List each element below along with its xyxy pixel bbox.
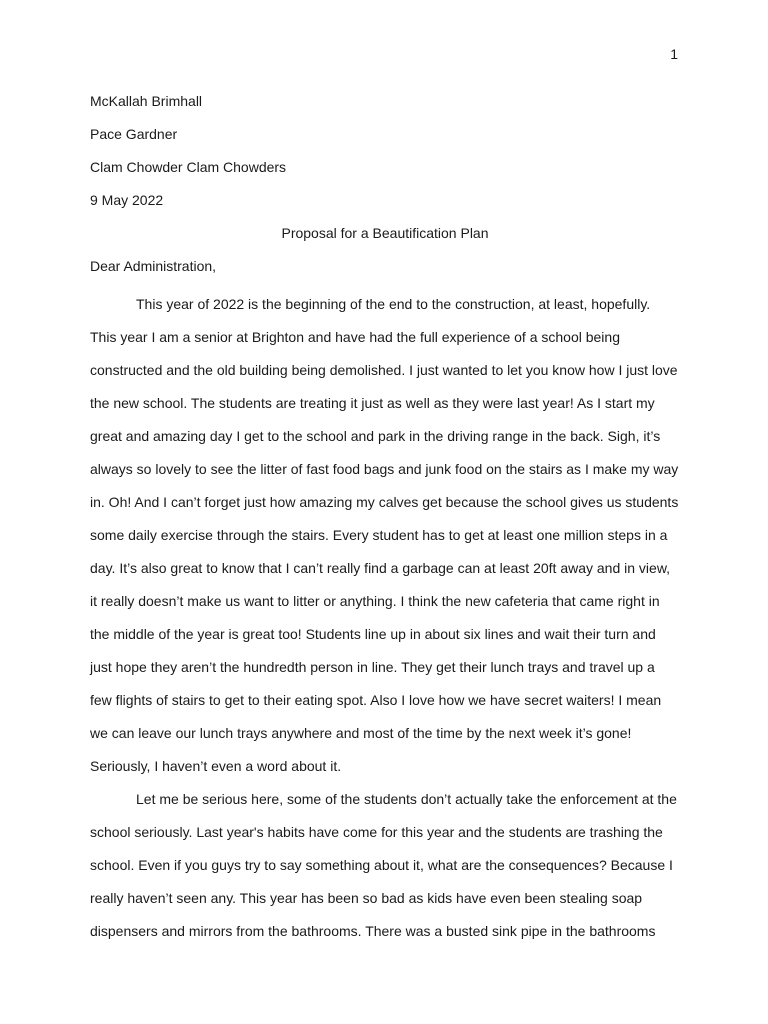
course-name: Clam Chowder Clam Chowders [90,159,287,175]
salutation: Dear Administration, [90,258,217,274]
document-body [90,90,680,948]
paragraph: Let me be serious here, some of the students don’t actually take the enforcement at the school seriously. Last year's habits have come for this year and the students are trashing the school. Even if you guys try to say something about it, what are the consequences? Because I really haven’t seen any. This year has been so bad as kids have even been stealing soap dispensers and mirrors from the bathrooms. There was a busted sink pipe in the bathrooms [90,791,677,939]
author-name: McKallah Brimhall [90,93,203,109]
paragraph: This year of 2022 is the beginning of the end to the construction, at least, hopefully. This year I am a senior at Brighton and have had the full experience of a school being constructed and the old building being demolished. I just wanted to let you know how I just love the new school. The students are treating it just as well as they were last year! As I start my great and amazing day I get to the school and park in the driving range in the back. Sigh, it’s always so lovely to see the litter of fast food bags and junk food on the stairs as I make my way in. Oh! And I can’t forget just how amazing my calves get because the school gives us students some daily exercise through the stairs. Every student has to get at least one million steps in a day. It’s also great to know that I can’t really find a garbage can at least 20ft away and in view, it really doesn’t make us want to litter or anything. I think the new cafeteria that came right in the middle of the year is great too! Students line up in about six lines and wait their turn and just hope they aren’t the hundredth person in line. They get their lunch trays and travel up a few flights of stairs to get to their eating spot. Also I love how we have secret waiters! I mean we can leave our lunch trays anywhere and most of the time by the next week it’s gone! Seriously, I haven’t even a word about it. [90,296,679,774]
document-title: Proposal for a Beautification Plan [281,225,489,241]
page-number: 1 [670,46,678,62]
document-date: 9 May 2022 [90,192,164,208]
instructor-name: Pace Gardner [90,126,178,142]
